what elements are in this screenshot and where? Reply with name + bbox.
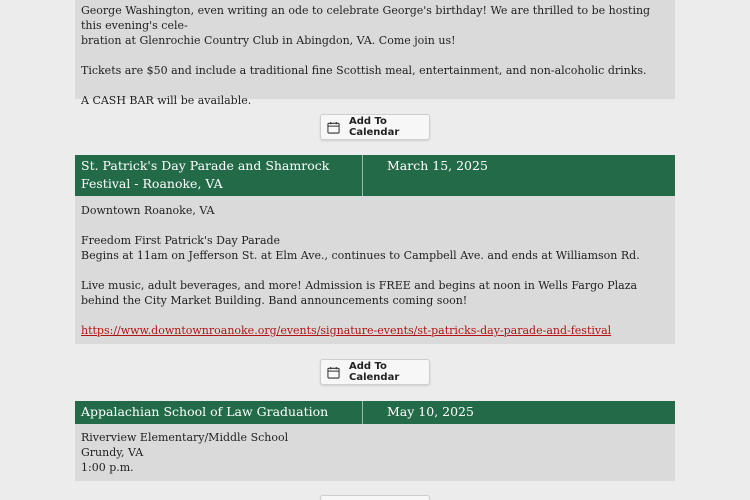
header-divider (362, 401, 363, 424)
add-to-calendar-button[interactable] (320, 114, 430, 140)
event-text-line: bration at Glenrochie Country Club in Abingdon, VA. Come join us! (81, 34, 456, 47)
event-text-line: Tickets are $50 and include a traditional fine Scottish meal, entertainment, and non-alcoholic drinks. (81, 64, 647, 77)
event-location: Downtown Roanoke, VA (81, 204, 215, 217)
event-link[interactable]: https://www.downtownroanoke.org/events/signature-events/st-patricks-day-parade-and-festival (81, 324, 612, 337)
event-date: May 10, 2025 (387, 404, 474, 419)
calendar-icon (327, 121, 340, 134)
add-to-calendar-label: Add To Calendar (349, 116, 400, 138)
event-time: 1:00 p.m. (81, 461, 134, 474)
header-divider (362, 155, 363, 196)
event-text-line: George Washington, even writing an ode to celebrate George's birthday! We are thrilled to be hosting this evening's cele- (81, 4, 651, 32)
event-location: Riverview Elementary/Middle School (81, 431, 289, 444)
event-city: Grundy, VA (81, 446, 144, 459)
add-to-calendar-button[interactable] (320, 359, 430, 385)
event-body-3 (75, 424, 675, 481)
event-body-2 (75, 196, 675, 344)
event-header-3 (75, 401, 675, 424)
event-subtitle: Freedom First Patrick's Day Parade (81, 234, 281, 247)
event-text-line: A CASH BAR will be available. (81, 94, 252, 107)
add-to-calendar-button-partial[interactable] (320, 495, 430, 500)
event-title: St. Patrick's Day Parade and Shamrock Festival - Roanoke, VA (81, 158, 330, 191)
add-to-calendar-label: Add To Calendar (349, 361, 400, 383)
event-description: Live music, adult beverages, and more! Admission is FREE and begins at noon in Wells Fargo Plaza behind the City Market Building. Band announcements coming soon! (81, 279, 638, 307)
event-header-2 (75, 155, 675, 196)
calendar-icon (327, 366, 340, 379)
event-date: March 15, 2025 (387, 158, 488, 173)
event-body-1 (75, 0, 675, 107)
event-title: Appalachian School of Law Graduation (81, 404, 329, 419)
event-route: Begins at 11am on Jefferson St. at Elm Ave., continues to Campbell Ave. and ends at Williamson Rd. (81, 249, 640, 262)
